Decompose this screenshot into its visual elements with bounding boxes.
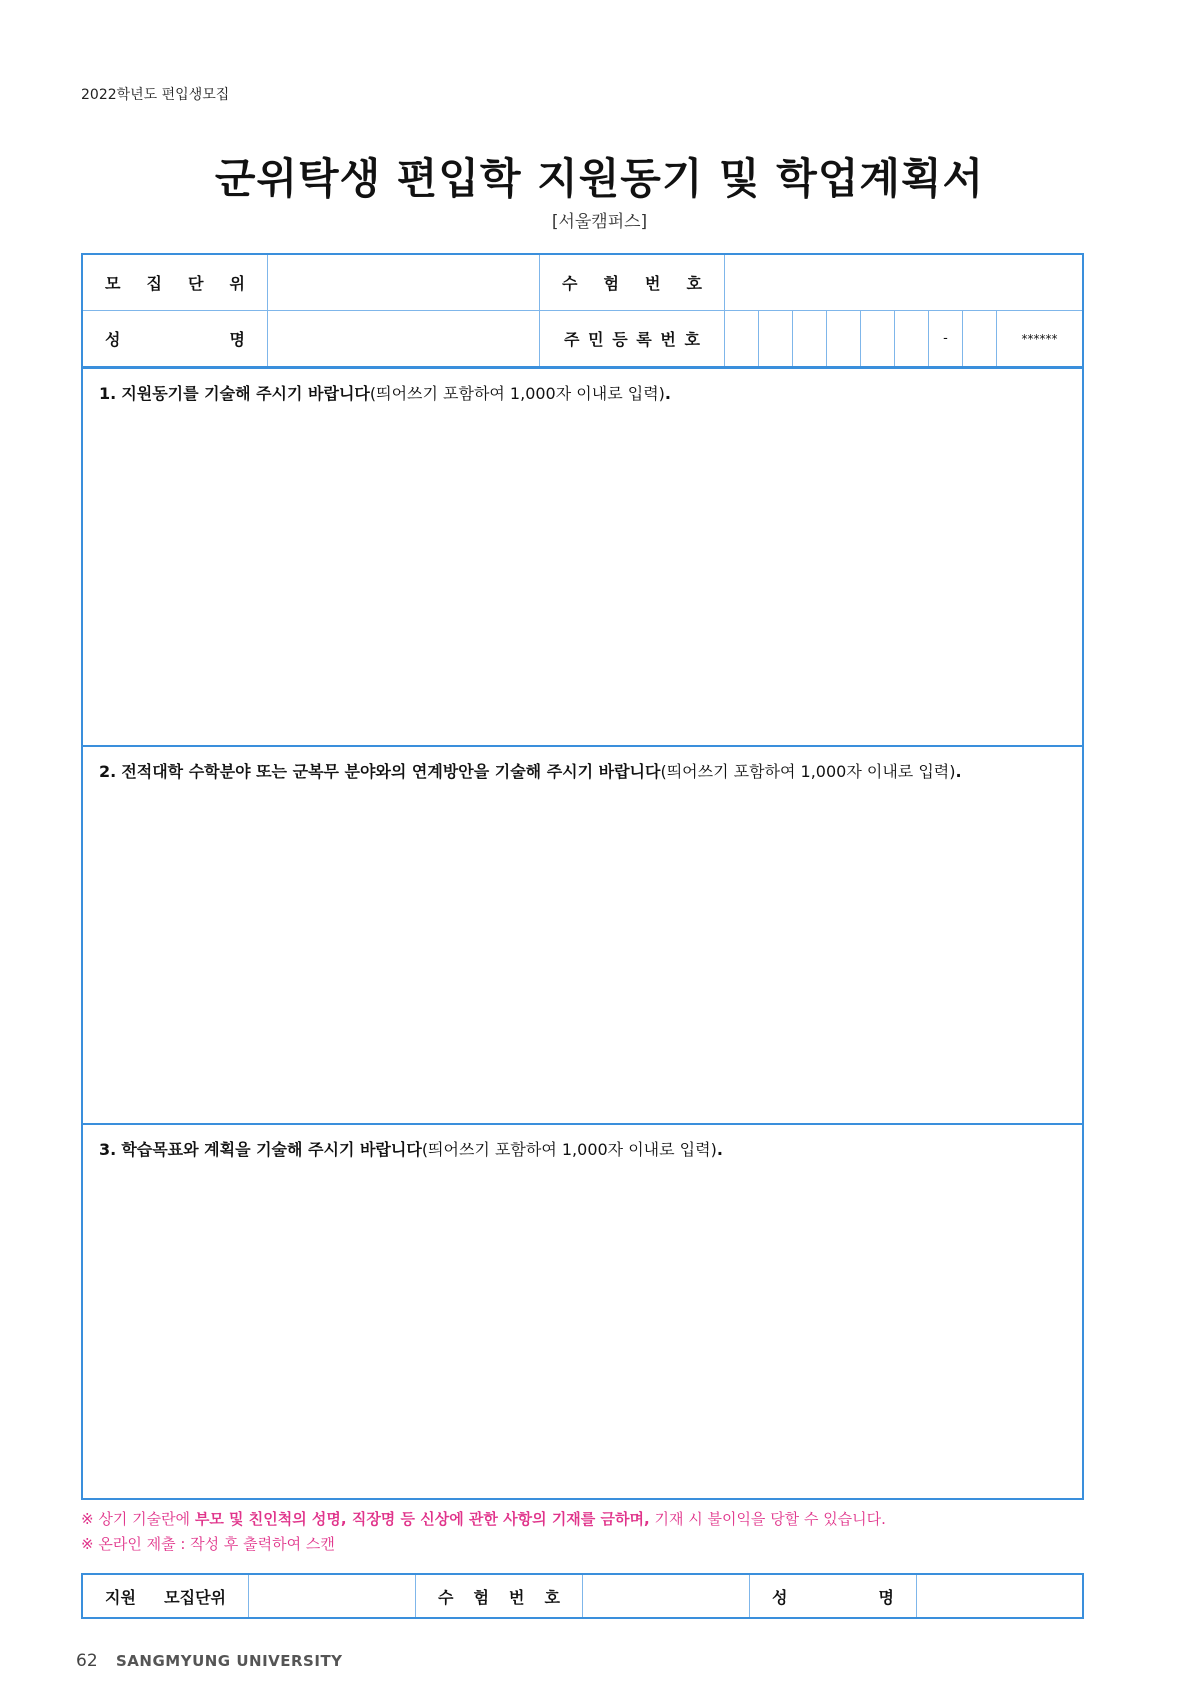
exam-label-char: 험 [603,274,619,293]
footer-exam-label-char: 호 [544,1587,560,1607]
section-end: . [664,384,671,403]
section-question-1 [99,381,671,404]
essay-section-1[interactable] [83,369,1082,745]
unit-input-cell[interactable] [268,255,540,311]
notice-emphasis: 부모 및 친인척의 성명, 직장명 등 신상에 관한 사항의 기재를 금하며, [194,1510,650,1528]
name-label-cell [83,311,268,366]
rrn-digit-box[interactable] [963,311,997,366]
rrn-digit-box[interactable] [793,311,827,366]
notice-submission: ※ 온라인 제출 : 작성 후 출력하여 스캔 [81,1535,335,1553]
section-question-2 [99,759,962,782]
rrn-mask-cell [997,311,1082,366]
footer-name-label-char: 성 [772,1587,788,1607]
rrn-label-char: 록 [636,330,652,349]
essay-section-2[interactable] [83,745,1082,1123]
footer-exam-label [416,1575,583,1617]
footer-name-label [750,1575,917,1617]
exam-input-cell[interactable] [725,255,1082,311]
section-end: . [955,762,962,781]
rrn-digit-box[interactable] [759,311,793,366]
name-input-cell[interactable] [268,311,540,366]
section-end: . [716,1140,723,1159]
rrn-dash-cell [929,311,963,366]
footer-id-table [81,1573,1084,1619]
section-question-text: 전적대학 수학분야 또는 군복무 분야와의 연계방안을 기술해 주시기 바랍니다 [121,762,661,781]
section-number: 1. [99,384,117,403]
section-number: 3. [99,1140,117,1159]
section-note: (띄어쓰기 포함하여 1,000자 이내로 입력) [421,1140,717,1159]
footer-unit-label-part: 지원 [105,1587,136,1607]
rrn-digit-box[interactable] [725,311,759,366]
exam-label-char: 수 [562,274,578,293]
section-note: (띄어쓰기 포함하여 1,000자 이내로 입력) [660,762,956,781]
footer-exam-label-char: 수 [438,1587,454,1607]
section-question-text: 지원동기를 기술해 주시기 바랍니다 [121,384,370,403]
footer-unit-label-part: 모집단위 [164,1587,226,1607]
page-number: 62 [76,1651,98,1671]
unit-label-cell [83,255,268,311]
exam-label-char: 번 [645,274,661,293]
unit-label-char: 모 [105,274,121,293]
footer-exam-input[interactable] [583,1575,750,1617]
rrn-dash: - [943,331,948,346]
header-label: 2022학년도 편입생모집 [81,87,230,103]
rrn-label-char: 번 [660,330,676,349]
rrn-label-cell [540,311,725,366]
exam-label-cell [540,255,725,311]
unit-label-char: 집 [146,274,162,293]
unit-label-char: 단 [188,274,204,293]
footer-name-label-char: 명 [878,1587,894,1607]
footer-exam-label-char: 번 [509,1587,525,1607]
name-label-char: 성 [105,330,121,349]
applicant-info-table [81,253,1084,368]
rrn-digit-box[interactable] [895,311,929,366]
unit-label-char: 위 [229,274,245,293]
footer-exam-label-char: 험 [473,1587,489,1607]
section-note: (띄어쓰기 포함하여 1,000자 이내로 입력) [369,384,665,403]
document-title: 군위탁생 편입학 지원동기 및 학업계획서 [214,154,985,203]
rrn-label-char: 호 [684,330,700,349]
university-name: SANGMYUNG UNIVERSITY [116,1652,343,1670]
rrn-digit-box[interactable] [861,311,895,366]
name-label-char: 명 [229,330,245,349]
footer-name-input[interactable] [917,1575,1082,1617]
section-number: 2. [99,762,117,781]
notice-suffix: 기재 시 불이익을 당할 수 있습니다. [649,1510,886,1528]
section-question-3 [99,1137,723,1160]
notice-prefix: ※ 상기 기술란에 [81,1510,195,1528]
exam-label-char: 호 [686,274,702,293]
essay-sections [81,367,1084,1500]
notice-restriction [81,1508,886,1529]
document-subtitle: [서울캠퍼스] [551,212,648,232]
rrn-digit-box[interactable] [827,311,861,366]
footer-unit-label [83,1575,249,1617]
rrn-mask: ****** [1021,331,1058,346]
rrn-label-char: 등 [612,330,628,349]
rrn-label-char: 주 [564,330,580,349]
essay-section-3[interactable] [83,1123,1082,1498]
footer-unit-input[interactable] [249,1575,416,1617]
section-question-text: 학습목표와 계획을 기술해 주시기 바랍니다 [121,1140,422,1159]
rrn-label-char: 민 [588,330,604,349]
